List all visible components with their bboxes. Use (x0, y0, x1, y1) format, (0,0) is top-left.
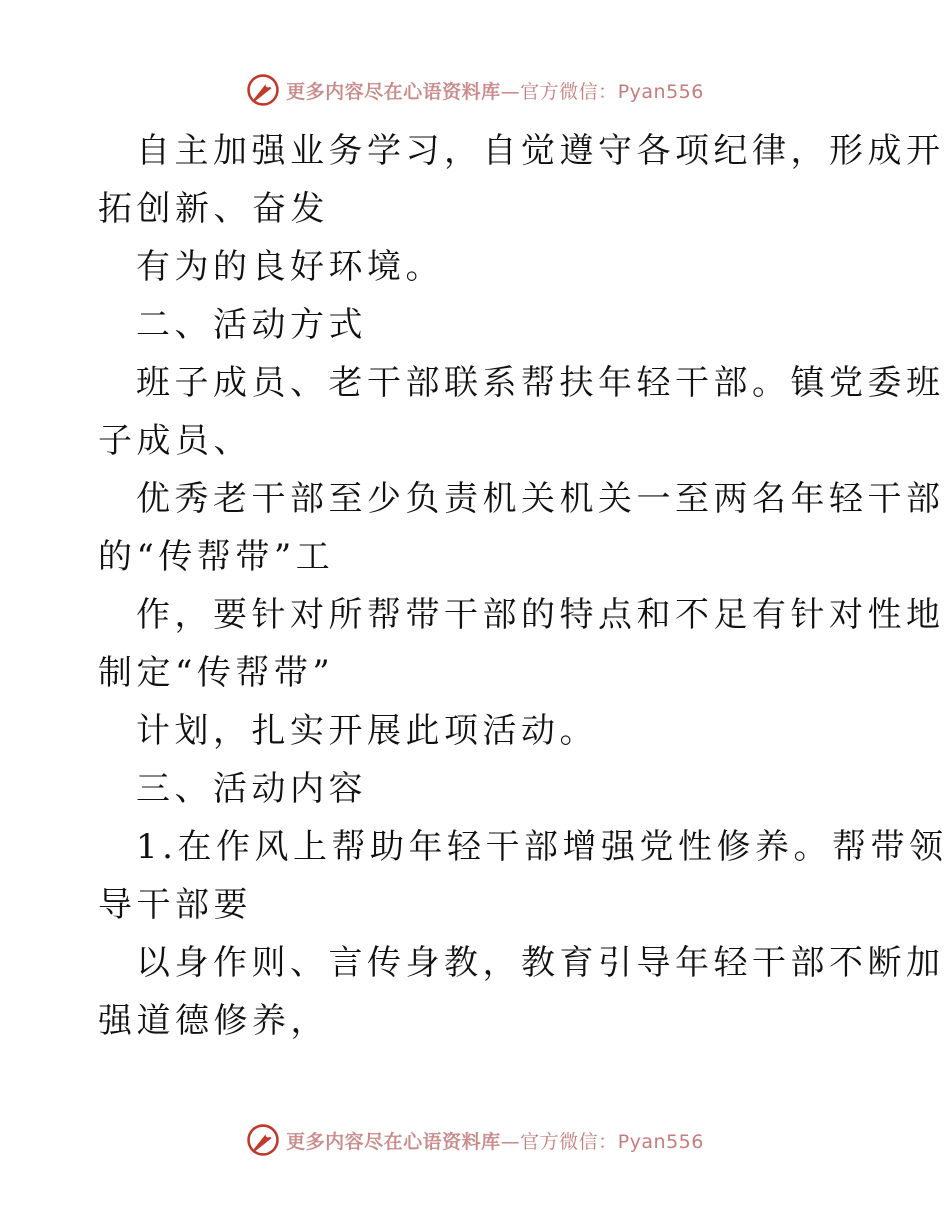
footer-banner-main: 更多内容尽在心语资料库 (286, 1130, 501, 1153)
text-line-9: 作，要针对所帮带干部的特点和不足有针对性地 (136, 595, 945, 635)
footer-banner (0, 1120, 950, 1160)
section-heading-2: 二、活动方式 (136, 305, 367, 345)
text-line-1: 自主加强业务学习，自觉遵守各项纪律，形成开 (136, 131, 945, 171)
footer-banner-id: Pyan556 (617, 1130, 704, 1153)
text-line-10: 制定“传帮带” (98, 653, 335, 693)
text-line-5: 班子成员、老干部联系帮扶年轻干部。镇党委班 (136, 363, 945, 403)
header-banner-id: Pyan556 (617, 80, 704, 103)
footer-banner-wechat: 官方微信： (520, 1130, 618, 1153)
text-line-16: 强道德修养， (98, 1001, 329, 1041)
text-line-15: 以身作则、言传身教，教育引导年轻干部不断加 (136, 943, 945, 983)
header-banner-sep: — (500, 80, 521, 103)
footer-banner-sep: — (500, 1130, 521, 1153)
section-heading-3: 三、活动内容 (136, 769, 367, 809)
text-line-11: 计划，扎实开展此项活动。 (136, 711, 598, 751)
document-body (98, 122, 948, 1050)
text-line-3: 有为的良好环境。 (136, 247, 444, 287)
text-line-6: 子成员、 (98, 421, 252, 461)
header-banner (0, 70, 950, 110)
text-line-14: 导干部要 (98, 885, 252, 925)
text-line-13: 1.在作风上帮助年轻干部增强党性修养。帮带领 (136, 827, 948, 867)
text-line-8: 的“传帮带”工 (98, 537, 335, 577)
pen-nib-logo-icon (246, 73, 280, 107)
footer-banner-text (286, 1127, 704, 1154)
header-banner-main: 更多内容尽在心语资料库 (286, 80, 501, 103)
header-banner-wechat: 官方微信： (520, 80, 618, 103)
header-banner-text (286, 77, 704, 104)
text-line-7: 优秀老干部至少负责机关机关一至两名年轻干部 (136, 479, 945, 519)
text-line-2: 拓创新、奋发 (98, 189, 329, 229)
pen-nib-logo-icon (246, 1123, 280, 1157)
